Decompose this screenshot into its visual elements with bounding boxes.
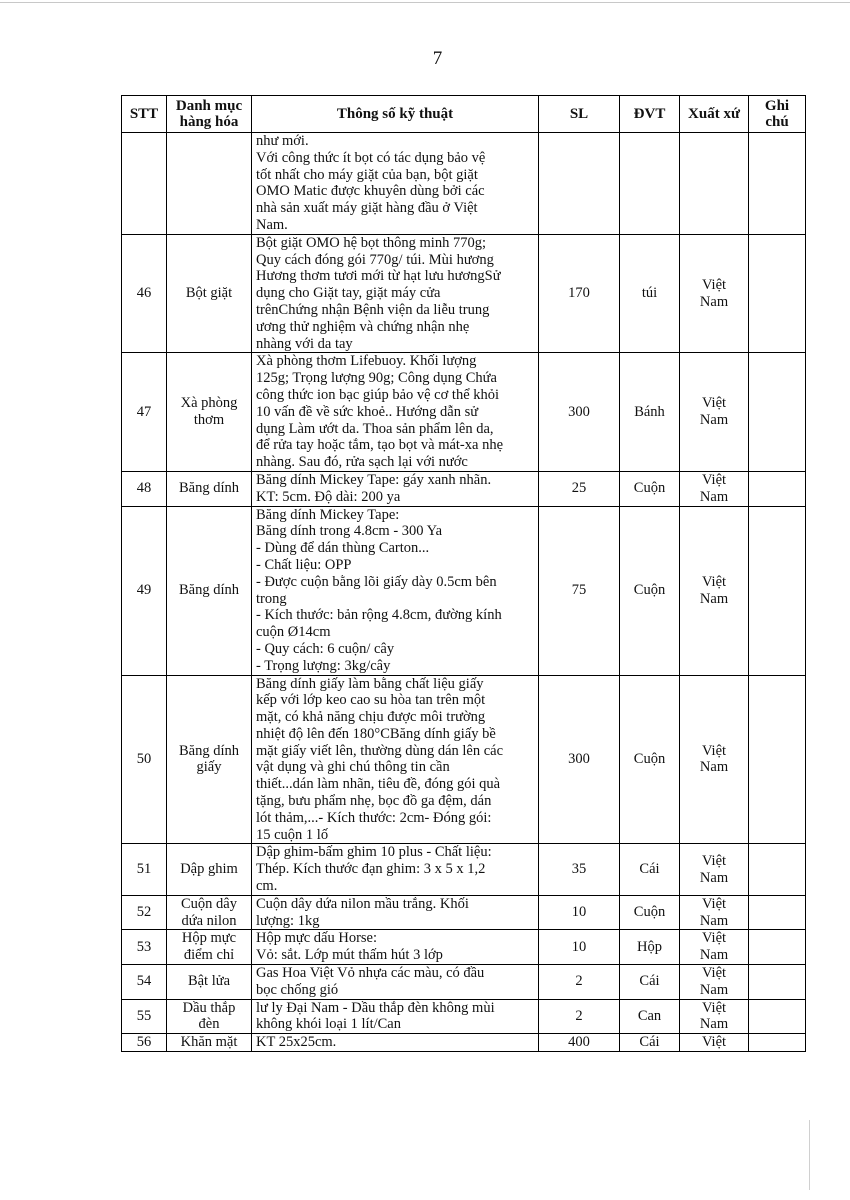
cell-item-name	[167, 133, 252, 235]
origin-line: Việt	[701, 852, 727, 869]
goods-spec-table	[121, 95, 806, 1052]
spec-text-line: - Được cuộn bằng lõi giấy dày 0.5cm bên	[256, 573, 497, 590]
table-row	[122, 895, 806, 930]
cell-spec	[252, 1034, 539, 1052]
spec-text-line: ương thử nghiệm và chứng nhận nhẹ	[256, 318, 470, 335]
spec-text-line: Băng dính giấy làm bằng chất liệu giấy	[256, 675, 484, 692]
cell-origin	[680, 133, 749, 235]
origin-line: Nam	[699, 912, 729, 929]
spec-text-line: thiết...dán làm nhãn, tiêu đề, đóng gói quà	[256, 776, 501, 793]
cell-quantity: 300	[539, 675, 620, 844]
cell-unit: Cái	[620, 965, 680, 1000]
spec-text-line: - Dùng để dán thùng Carton...	[256, 540, 430, 557]
table-row	[122, 133, 806, 235]
header-stt: STT	[122, 96, 167, 133]
header-xuat-xu: Xuất xứ	[680, 96, 749, 133]
cell-origin	[680, 471, 749, 506]
spec-text-line: Quy cách đóng gói 770g/ túi. Mùi hương	[256, 251, 494, 268]
cell-item-name	[167, 844, 252, 895]
spec-text-line: Nam.	[256, 216, 288, 233]
spec-text-line: - Kích thước: bản rộng 4.8cm, đường kính	[256, 607, 502, 624]
table-row	[122, 1034, 806, 1052]
spec-text-line: không khói loại 1 lít/Can	[256, 1016, 401, 1033]
cell-origin	[680, 965, 749, 1000]
document-sheet	[121, 95, 805, 1052]
cell-note	[749, 675, 806, 844]
cell-stt: 48	[122, 471, 167, 506]
header-dvt: ĐVT	[620, 96, 680, 133]
spec-text-line: lư ly Đại Nam - Dầu thắp đèn không mùi	[256, 999, 495, 1016]
cell-quantity	[539, 133, 620, 235]
table-row	[122, 471, 806, 506]
item-name-line: giấy	[196, 759, 222, 776]
spec-text-line: vật dụng và ghi chú thông tin cần	[256, 759, 450, 776]
cell-item-name	[167, 675, 252, 844]
spec-text-line: Băng dính trong 4.8cm - 300 Ya	[256, 523, 443, 540]
header-danh-muc-line-1: Danh mục	[175, 98, 243, 114]
cell-unit: Cuộn	[620, 675, 680, 844]
cell-item-name	[167, 965, 252, 1000]
cell-quantity: 25	[539, 471, 620, 506]
table-row	[122, 506, 806, 675]
item-name-line: Hộp mực	[181, 930, 237, 947]
cell-stt: 53	[122, 930, 167, 965]
cell-note	[749, 353, 806, 472]
cell-item-name	[167, 234, 252, 353]
cell-stt: 55	[122, 999, 167, 1034]
cell-origin	[680, 234, 749, 353]
cell-spec	[252, 234, 539, 353]
cell-note	[749, 234, 806, 353]
spec-text-line: nhàng với da tay	[256, 335, 353, 352]
cell-spec	[252, 930, 539, 965]
origin-line: Nam	[699, 590, 729, 607]
spec-text-line: mặt, có khả năng chịu được môi trường	[256, 709, 486, 726]
cell-unit	[620, 133, 680, 235]
cell-stt: 49	[122, 506, 167, 675]
cell-spec	[252, 895, 539, 930]
cell-note	[749, 895, 806, 930]
spec-text-line: cuộn Ø14cm	[256, 624, 331, 641]
cell-unit: Hộp	[620, 930, 680, 965]
cell-quantity: 2	[539, 999, 620, 1034]
cell-stt: 46	[122, 234, 167, 353]
origin-line: Nam	[699, 293, 729, 310]
spec-text-line: nhà sản xuất máy giặt hàng đầu ở Việt	[256, 200, 478, 217]
cell-note	[749, 999, 806, 1034]
item-name-line: Cuộn dây	[181, 895, 237, 912]
cell-unit: Can	[620, 999, 680, 1034]
cell-note	[749, 930, 806, 965]
table-row	[122, 930, 806, 965]
cell-stt: 52	[122, 895, 167, 930]
spec-text-line: - Quy cách: 6 cuộn/ cây	[256, 640, 395, 657]
item-name-line: thơm	[193, 412, 225, 429]
cell-quantity: 35	[539, 844, 620, 895]
cell-quantity: 75	[539, 506, 620, 675]
origin-line: Việt	[701, 395, 727, 412]
cell-item-name	[167, 930, 252, 965]
cell-stt: 51	[122, 844, 167, 895]
spec-text-line: 15 cuộn 1 lố	[256, 826, 329, 843]
table-row	[122, 234, 806, 353]
spec-text-line: công thức ion bạc giúp bảo vệ cơ thể khỏi	[256, 386, 500, 403]
spec-text-line: Bột giặt OMO hệ bọt thông minh 770g;	[256, 234, 486, 251]
origin-line: Việt	[701, 930, 727, 947]
origin-line: Nam	[699, 412, 729, 429]
cell-spec	[252, 506, 539, 675]
spec-text-line: Hộp mực dấu Horse:	[256, 930, 378, 947]
origin-line: Việt	[701, 1034, 727, 1051]
item-name-line: Xà phòng	[180, 395, 238, 412]
spec-text-line: Cuộn dây dứa nilon mầu trắng. Khối	[256, 895, 469, 912]
spec-text-line: Với công thức ít bọt có tác dụng bảo vệ	[256, 149, 486, 166]
cell-item-name	[167, 999, 252, 1034]
cell-unit: Cuộn	[620, 471, 680, 506]
spec-text-line: Xà phòng thơm Lifebuoy. Khối lượng	[256, 353, 477, 370]
cell-stt: 56	[122, 1034, 167, 1052]
header-sl: SL	[539, 96, 620, 133]
cell-stt: 50	[122, 675, 167, 844]
cell-note	[749, 133, 806, 235]
item-name-line: Bột giặt	[185, 285, 233, 302]
spec-text-line: 10 vấn đề về sức khoẻ.. Hướng dẫn sử	[256, 403, 479, 420]
cell-unit: Cái	[620, 844, 680, 895]
spec-text-line: Vỏ: sắt. Lớp mút thấm hút 3 lớp	[256, 947, 443, 964]
table-body	[122, 133, 806, 1052]
spec-text-line: bọc chống gió	[256, 981, 339, 998]
cell-origin	[680, 353, 749, 472]
cell-origin	[680, 930, 749, 965]
cell-unit: Cái	[620, 1034, 680, 1052]
origin-line: Việt	[701, 276, 727, 293]
spec-text-line: cm.	[256, 878, 278, 895]
scan-edge-mark	[809, 1120, 810, 1190]
origin-line: Nam	[699, 947, 729, 964]
header-thong-so: Thông số kỹ thuật	[252, 96, 539, 133]
origin-line: Nam	[699, 1016, 729, 1033]
spec-text-line: KT: 5cm. Độ dài: 200 ya	[256, 488, 401, 505]
table-row	[122, 844, 806, 895]
cell-unit: Cuộn	[620, 895, 680, 930]
spec-text-line: - Trọng lượng: 3kg/cây	[256, 657, 391, 674]
item-name-line: đèn	[198, 1016, 220, 1033]
cell-quantity: 170	[539, 234, 620, 353]
spec-text-line: Băng dính Mickey Tape: gáy xanh nhãn.	[256, 471, 492, 488]
cell-unit: túi	[620, 234, 680, 353]
cell-spec	[252, 844, 539, 895]
header-danh-muc-line-2: hàng hóa	[179, 114, 239, 130]
cell-origin	[680, 1034, 749, 1052]
spec-text-line: dụng cho Giặt tay, giặt máy cửa	[256, 285, 441, 302]
item-name-line: Khăn mặt	[180, 1034, 238, 1051]
cell-note	[749, 844, 806, 895]
item-name-line: Bật lửa	[187, 973, 231, 990]
cell-item-name	[167, 353, 252, 472]
origin-line: Việt	[701, 742, 727, 759]
cell-spec	[252, 133, 539, 235]
scan-edge-line	[0, 2, 850, 3]
cell-spec	[252, 965, 539, 1000]
cell-spec	[252, 675, 539, 844]
cell-note	[749, 1034, 806, 1052]
cell-origin	[680, 844, 749, 895]
cell-origin	[680, 895, 749, 930]
spec-text-line: dụng Làm ướt da. Thoa sản phẩm lên da,	[256, 420, 494, 437]
table-row	[122, 353, 806, 472]
origin-line: Việt	[701, 965, 727, 982]
spec-text-line: Gas Hoa Việt Vỏ nhựa các màu, có đầu	[256, 965, 485, 982]
spec-text-line: như mới.	[256, 133, 309, 149]
cell-item-name	[167, 471, 252, 506]
cell-unit: Bánh	[620, 353, 680, 472]
spec-text-line: Dập ghim-bấm ghim 10 plus - Chất liệu:	[256, 844, 492, 861]
item-name-line: Băng dính	[178, 480, 239, 497]
table-header-row	[122, 96, 806, 133]
spec-text-line: lót thảm,...- Kích thước: 2cm- Đóng gói:	[256, 809, 492, 826]
spec-text-line: để rửa tay hoặc tắm, tạo bọt và mát-xa nhẹ	[256, 437, 504, 454]
item-name-line: Băng dính	[178, 742, 239, 759]
spec-text-line: kếp với lớp keo cao su hòa tan trên một	[256, 692, 486, 709]
spec-text-line: Băng dính Mickey Tape:	[256, 506, 400, 523]
cell-note	[749, 471, 806, 506]
origin-line: Nam	[699, 981, 729, 998]
item-name-line: Dập ghim	[180, 861, 238, 878]
item-name-line: Dầu thắp	[182, 999, 236, 1016]
cell-note	[749, 965, 806, 1000]
origin-line: Việt	[701, 573, 727, 590]
cell-quantity: 10	[539, 930, 620, 965]
origin-line: Việt	[701, 999, 727, 1016]
spec-text-line: nhàng. Sau đó, rửa sạch lại với nước	[256, 454, 468, 471]
cell-spec	[252, 471, 539, 506]
spec-text-line: Hương thơm tươi mới từ hạt lưu hươngSử	[256, 268, 501, 285]
header-danh-muc	[167, 96, 252, 133]
spec-text-line: trong	[256, 590, 287, 607]
spec-text-line: - Chất liệu: OPP	[256, 556, 352, 573]
origin-line: Việt	[701, 895, 727, 912]
cell-stt	[122, 133, 167, 235]
spec-text-line: 125g; Trọng lượng 90g; Công dụng Chứa	[256, 370, 497, 387]
spec-text-line: tốt nhất cho máy giặt của bạn, bột giặt	[256, 166, 478, 183]
cell-note	[749, 506, 806, 675]
cell-quantity: 300	[539, 353, 620, 472]
cell-item-name	[167, 895, 252, 930]
origin-line: Nam	[699, 759, 729, 776]
spec-text-line: nhiệt độ lên đến 180°CBăng dính giấy bề	[256, 725, 496, 742]
cell-item-name	[167, 1034, 252, 1052]
cell-unit: Cuộn	[620, 506, 680, 675]
cell-origin	[680, 506, 749, 675]
table-row	[122, 675, 806, 844]
cell-stt: 54	[122, 965, 167, 1000]
spec-text-line: KT 25x25cm.	[256, 1034, 337, 1051]
origin-line: Việt	[701, 471, 727, 488]
cell-quantity: 400	[539, 1034, 620, 1052]
spec-text-line: tặng, bưu phẩm nhẹ, bọc đồ ga đệm, dán	[256, 793, 492, 810]
cell-quantity: 2	[539, 965, 620, 1000]
item-name-line: dứa nilon	[181, 912, 237, 929]
table-row	[122, 999, 806, 1034]
spec-text-line: lượng: 1kg	[256, 912, 320, 929]
item-name-line: điểm chỉ	[183, 947, 235, 964]
spec-text-line: Thép. Kích thước đạn ghim: 3 x 5 x 1,2	[256, 861, 486, 878]
item-name-line: Băng dính	[178, 582, 239, 599]
cell-stt: 47	[122, 353, 167, 472]
page-number: 7	[432, 48, 443, 69]
table-row	[122, 965, 806, 1000]
cell-item-name	[167, 506, 252, 675]
spec-text-line: mặt giấy viết lên, thường dùng dán lên các	[256, 742, 504, 759]
cell-quantity: 10	[539, 895, 620, 930]
cell-spec	[252, 353, 539, 472]
cell-origin	[680, 675, 749, 844]
header-ghi-chu: Ghi chú	[749, 96, 806, 133]
origin-line: Nam	[699, 488, 729, 505]
spec-text-line: OMO Matic được khuyên dùng bởi các	[256, 183, 485, 200]
origin-line: Nam	[699, 869, 729, 886]
cell-origin	[680, 999, 749, 1034]
spec-text-line: trênChứng nhận Bệnh viện da liễu trung	[256, 301, 490, 318]
cell-spec	[252, 999, 539, 1034]
